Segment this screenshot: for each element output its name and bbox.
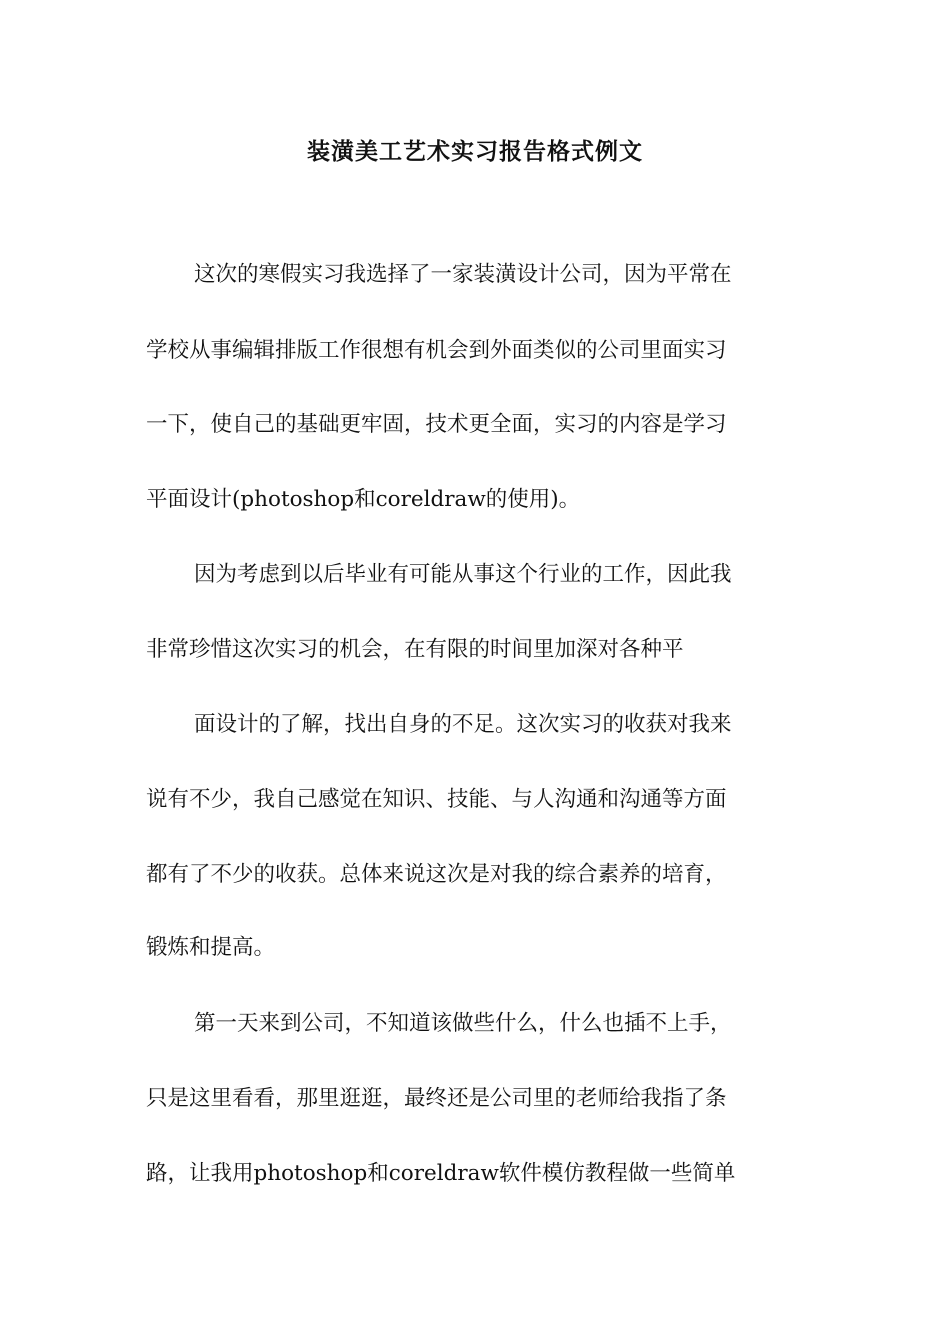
paragraph-line: 第一天来到公司，不知道该做些什么，什么也插不上手， <box>194 1011 732 1036</box>
paragraph-line: 面设计的了解，找出自身的不足。这次实习的收获对我来 <box>194 712 732 737</box>
paragraph-line: 因为考虑到以后毕业有可能从事这个行业的工作，因此我 <box>194 562 732 587</box>
paragraph-line: 平面设计(photoshop和coreldraw的使用)。 <box>146 487 581 512</box>
paragraph-line: 只是这里看看，那里逛逛，最终还是公司里的老师给我指了条 <box>146 1086 727 1111</box>
paragraph-line: 非常珍惜这次实习的机会，在有限的时间里加深对各种平 <box>146 637 684 662</box>
paragraph-line: 学校从事编辑排版工作很想有机会到外面类似的公司里面实习 <box>146 338 727 363</box>
paragraph-line: 路，让我用photoshop和coreldraw软件模仿教程做一些简单 <box>146 1161 736 1186</box>
document-title: 装潢美工艺术实习报告格式例文 <box>307 138 643 165</box>
paragraph-line: 都有了不少的收获。总体来说这次是对我的综合素养的培育， <box>146 862 727 887</box>
paragraph-line: 锻炼和提高。 <box>146 935 276 960</box>
paragraph-line: 一下，使自己的基础更牢固，技术更全面，实习的内容是学习 <box>146 412 727 437</box>
paragraph-line: 说有不少，我自己感觉在知识、技能、与人沟通和沟通等方面 <box>146 787 727 812</box>
paragraph-line: 这次的寒假实习我选择了一家装潢设计公司，因为平常在 <box>194 262 732 287</box>
